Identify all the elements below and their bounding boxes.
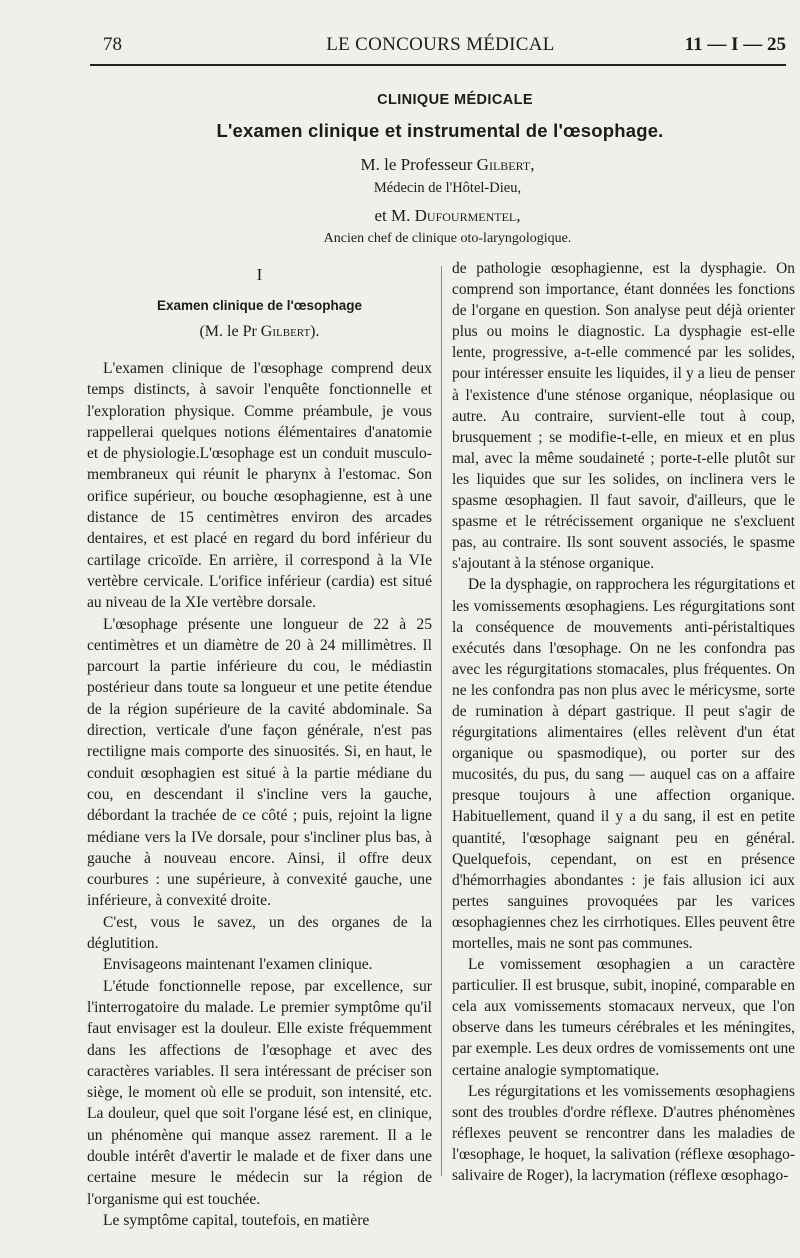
paragraph: Les régurgitations et les vomissements œsophagiens sont des troubles d'ordre réflexe. D'autres phénomènes réflexes peuvent se rencontrer dans les maladies de l'œsophage, le hoquet, la salivation (réflexe œsophago-salivaire de Roger), la lacrymation (réflexe œsophago-: [452, 1082, 795, 1185]
section-heading: CLINIQUE MÉDICALE: [377, 92, 533, 108]
paragraph: Envisageons maintenant l'examen clinique.: [103, 956, 373, 974]
subsection-author: [87, 318, 432, 346]
part-number: I: [256, 265, 263, 284]
issue-date: 11 — I — 25: [684, 34, 786, 55]
right-column: [452, 258, 795, 1186]
spacer: [87, 346, 432, 358]
paragraph: Le vomissement œsophagien a un caractère particulier. Il est brusque, subit, inopiné, comparable en cela aux vomissements stomacaux nerveux, que l'on observe dans les tumeurs cérébrales et les méningites, par exemple. Les deux ordres de vomissements ont une certaine analogie symptomatique.: [452, 956, 795, 1079]
paragraph: De la dysphagie, on rapprochera les régurgitations et les vomissements œsophagiens. Les régurgitations sont la conséquence de mouvements anti-péristaltiques exécutés dans l'œsophage. On ne les confondra pas avec les régurgitations stomacales, plus fréquentes. On ne les confondra pas non plus avec le méricysme, sorte de rumination à départ gastrique. Il peut s'agir de régurgitations alimentaires (elles relèvent d'un état organique ou spasmodique), ou porter sur des mucosités, du pus, du sang — auquel cas on a affaire presque toujours à une affection organique. Habituellement, quand il y a du sang, il est en petite quantité, l'œsophage saignant peu en général. Quelquefois, cependant, on est en présence d'hémorrhagies abondantes : je fais allusion ici aux pertes sanguines provoquées par les varices œsophagiennes chez les cirrhotiques. Elles peuvent être mortelles, mais ne sont pas communes.: [452, 576, 795, 952]
author-2-role: Ancien chef de clinique oto-laryngologique.: [323, 231, 572, 246]
author-1: [0, 155, 800, 175]
subsection-author-name: Gilbert).: [260, 323, 320, 340]
author-2-name: Dufourmentel,: [414, 206, 521, 225]
page-number: 78: [103, 34, 122, 55]
author-2: [0, 206, 800, 226]
page-header: [95, 34, 786, 64]
author-1-prefix: M. le Professeur: [360, 155, 473, 174]
paragraph: L'œsophage présente une longueur de 22 à 25 centimètres et un diamètre de 20 à 24 millimètres. Il parcourt la partie inférieure du cou, le médiastin postérieur dans toute sa longueur et une petite étendue de la région supérieure de la cavité abdominale. Sa direction, verticale d'une façon générale, n'est pas rectiligne mais comporte des sinuosités. Si, en haut, le conduit œsophagien est situé à la partie médiane du cou, en descendant il s'incline vers la gauche, débordant la trachée de ce côté ; puis, rejoint la ligne médiane vers la IVe dorsale, pour s'incliner plus bas, à gauche à nouveau encore. Ainsi, il offre deux courbures : une supérieure, à convexité gauche, une inférieure, à convexité droite.: [87, 615, 432, 910]
subsection-author-prefix: (M. le Pr: [199, 323, 257, 340]
left-column: [87, 258, 432, 1231]
journal-title: LE CONCOURS MÉDICAL: [326, 34, 555, 55]
column-divider: [441, 266, 442, 1176]
paragraph: L'étude fonctionnelle repose, par excellence, sur l'interrogatoire du malade. Le premier symptôme qu'il faut envisager est la douleur. Elle existe fréquemment dans les affections de l'œsophage et avec des caractères variables. Il sera intéressant de préciser son siège, le moment où elle se produit, son intensité, etc. La douleur, quel que soit l'organe lésé est, en clinique, un phénomène qui manque assez rarement. Il a le double intérêt d'avertir le malade et de fixer dans une certaine mesure le médecin sur la région de l'organisme qui est touchée.: [87, 977, 432, 1208]
article-title: L'examen clinique et instrumental de l'œsophage.: [216, 120, 664, 141]
author-1-role: Médecin de l'Hôtel-Dieu,: [373, 180, 522, 196]
paragraph: L'examen clinique de l'œsophage comprend deux temps distincts, à savoir l'enquête fonctionnelle et l'exploration physique. Comme préambule, je vous rappellerai quelques notions élémentaires d'anatomie et de physiologie.L'œsophage est un conduit musculo-membraneux qui réunit le pharynx à l'estomac. Son orifice supérieur, ou bouche œsophagienne, est à une distance de 15 centimètres environ des arcades dentaires, et est placé en regard du bord inférieur du cartilage cricoïde. En arrière, il correspond à la VIe vertèbre cervicale. L'orifice inférieur (cardia) est situé au niveau de la XIe vertèbre dorsale.: [87, 360, 432, 612]
paragraph: de pathologie œsophagienne, est la dysphagie. On comprend son importance, étant données les fonctions de l'organe en question. Son analyse peut déjà orienter plus ou moins le diagnostic. La dysphagie est-elle lente, progressive, a-t-elle commencé par les solides, pour intéresser ensuite les liquides, il y a lieu de penser à l'existence d'une sténose organique, néoplasique ou autre. Au contraire, survient-elle tout à coup, brusquement ; se modifie-t-elle, en mieux et en plus mal, avec la même soudaineté ; porte-t-elle plutôt sur les liquides que sur les solides, on inclinera vers le spasme œsophagien. Il faut savoir, d'ailleurs, que le spasme et le rétrécissement organique ne s'excluent pas, au contraire. Ils sont souvent associés, le spasme s'ajoutant à la sténose organique.: [452, 260, 795, 573]
header-rule: [90, 64, 786, 66]
author-2-prefix: et M.: [374, 206, 411, 225]
subsection-heading: Examen clinique de l'œsophage: [156, 298, 362, 313]
paragraph: C'est, vous le savez, un des organes de la déglutition.: [87, 913, 432, 953]
paragraph: Le symptôme capital, toutefois, en matière: [103, 1211, 370, 1229]
author-1-name: Gilbert,: [476, 155, 535, 174]
